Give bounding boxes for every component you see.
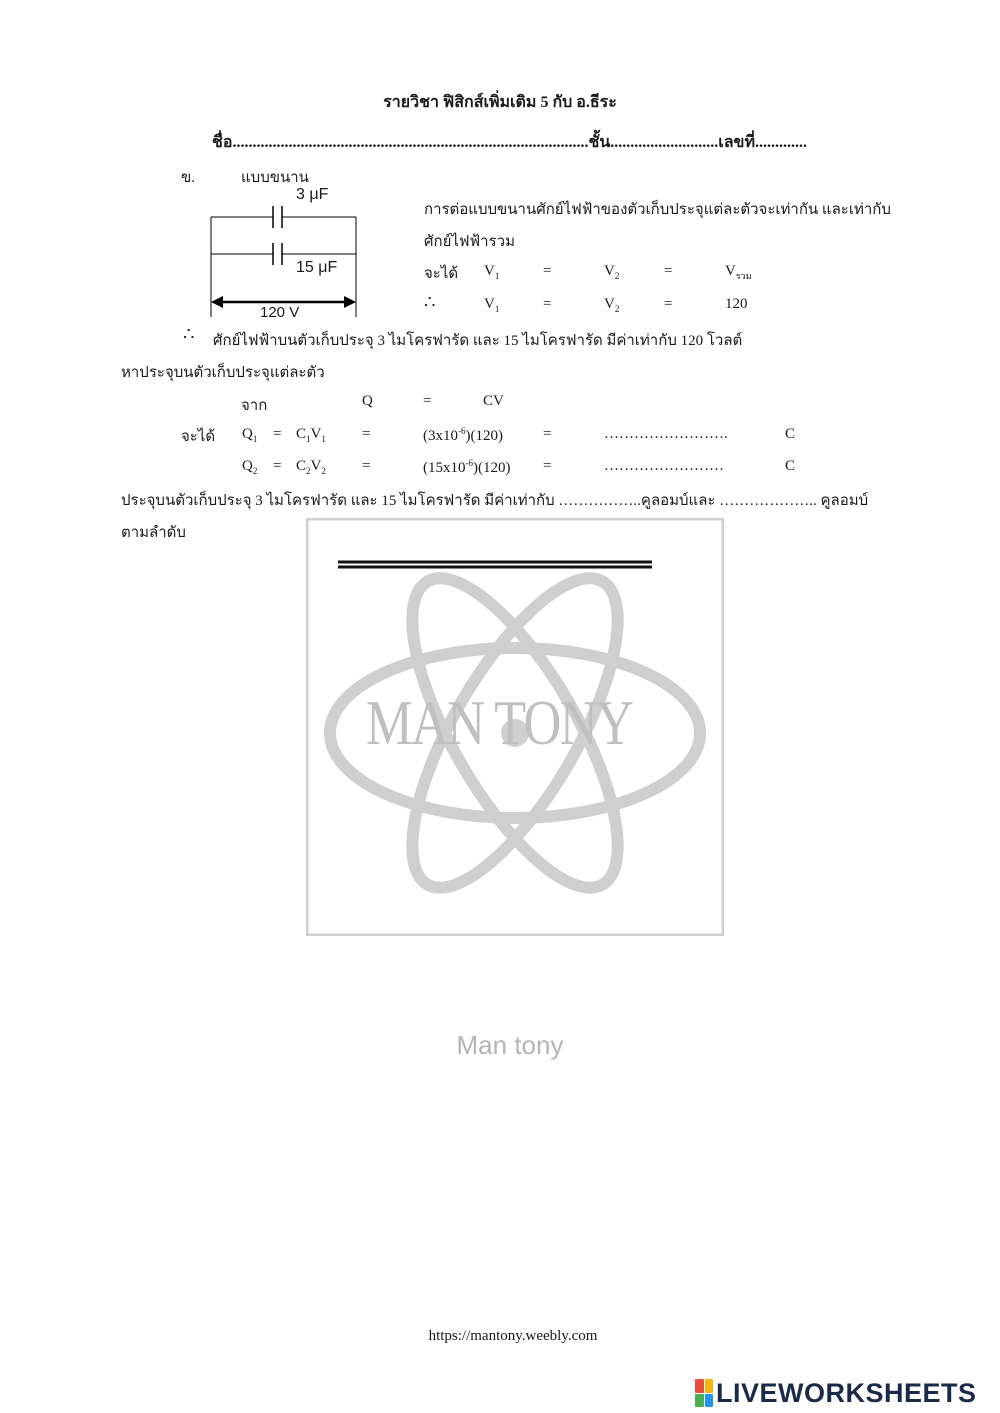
eq-row-1-equals-1: =: [543, 263, 552, 279]
answer-line-2: ตามลำดับ: [121, 525, 186, 541]
student-name-line: ชื่อ.........................................................................................ชั้น...........................เลขที่.............: [212, 134, 808, 151]
eq-row-2-equals-1: =: [543, 296, 552, 312]
calc-lead: จะได้: [181, 429, 216, 445]
answer-line-1[interactable]: ประจุบนตัวเก็บประจุ 3 ไมโครฟารัด และ 15 ไมโครฟารัด มีค่าเท่ากับ ……………..คูลอมบ์และ ……………….. คูลอมบ์: [121, 493, 869, 509]
formula-equals: =: [423, 393, 432, 409]
eq-row-1-v1: $V_1$: [484, 263, 500, 281]
calc-row-2-equals-3: =: [543, 458, 552, 474]
calc-row-1-expression: $(3x10^{-6})(120)$: [423, 426, 503, 444]
liveworksheets-logo[interactable]: [695, 1375, 977, 1411]
eq-row-2-value: 120: [725, 296, 748, 312]
calc-row-2-equals: =: [273, 458, 282, 474]
capacitor-2-label: 15 μF: [296, 259, 338, 276]
watermark-logo: [306, 518, 724, 936]
eq-row-1-v2: $V_2$: [604, 263, 620, 281]
calc-row-1-q: $Q_1$: [242, 426, 258, 444]
footer-url[interactable]: https://mantony.weebly.com: [428, 1328, 598, 1344]
calc-row-1-equals-2: =: [362, 426, 371, 442]
voltage-label: 120 V: [260, 304, 300, 321]
eq-row-1-lead: จะได้: [424, 266, 459, 282]
calc-row-2-cv: $C_2V_2$: [296, 458, 326, 476]
calc-row-2-blank[interactable]: ……………………: [604, 458, 724, 474]
calc-row-2-q: $Q_2$: [242, 458, 258, 476]
calc-row-1-blank[interactable]: …………………….: [604, 426, 728, 442]
worksheet-title: รายวิชา ฟิสิกส์เพิ่มเติม 5 กับ อ.ธีระ: [383, 94, 617, 111]
liveworksheets-brand-text: LIVEWORKSHEETS: [716, 1377, 977, 1408]
calc-row-2-equals-2: =: [362, 458, 371, 474]
liveworksheets-badge-icon: [695, 1379, 713, 1407]
calc-row-2-unit: C: [785, 458, 796, 474]
calc-row-2-expression: $(15x10^{-6})(120)$: [423, 458, 511, 476]
formula-cv: CV: [483, 393, 504, 409]
parallel-circuit-diagram: [205, 182, 370, 322]
conclusion-text: ศักย์ไฟฟ้าบนตัวเก็บประจุ 3 ไมโครฟารัด และ 15 ไมโครฟารัด มีค่าเท่ากับ 120 โวลต์: [213, 333, 743, 349]
capacitor-1-label: 3 μF: [296, 186, 329, 203]
eq-row-2-equals-2: =: [664, 296, 673, 312]
therefore-symbol: ∴: [424, 292, 436, 312]
calc-row-1-equals: =: [273, 426, 282, 442]
eq-row-2-v2: $V_2$: [604, 296, 620, 314]
find-charge-text: หาประจุบนตัวเก็บประจุแต่ละตัว: [121, 365, 325, 381]
explanation-line-2: ศักย์ไฟฟ้ารวม: [424, 234, 515, 250]
calc-row-1-cv: $C_1V_1$: [296, 426, 326, 444]
eq-row-2-v1: $V_1$: [484, 296, 500, 314]
therefore-symbol-2: ∴: [183, 324, 195, 344]
eq-row-1-equals-2: =: [664, 263, 673, 279]
calc-row-1-unit: C: [785, 426, 796, 442]
watermark-caption: Man tony: [456, 1030, 564, 1060]
watermark-logo-text: MAN TONY: [366, 687, 633, 758]
explanation-line-1: การต่อแบบขนานศักย์ไฟฟ้าของตัวเก็บประจุแต่ละตัวจะเท่ากัน และเท่ากับ: [424, 202, 891, 218]
calc-row-1-equals-3: =: [543, 426, 552, 442]
section-heading: แบบขนาน: [241, 170, 309, 186]
formula-q: Q: [362, 393, 373, 409]
eq-row-1-vtotal: $V_{รวม}$: [725, 263, 752, 281]
formula-from: จาก: [241, 398, 268, 414]
section-label: ข.: [181, 170, 196, 186]
